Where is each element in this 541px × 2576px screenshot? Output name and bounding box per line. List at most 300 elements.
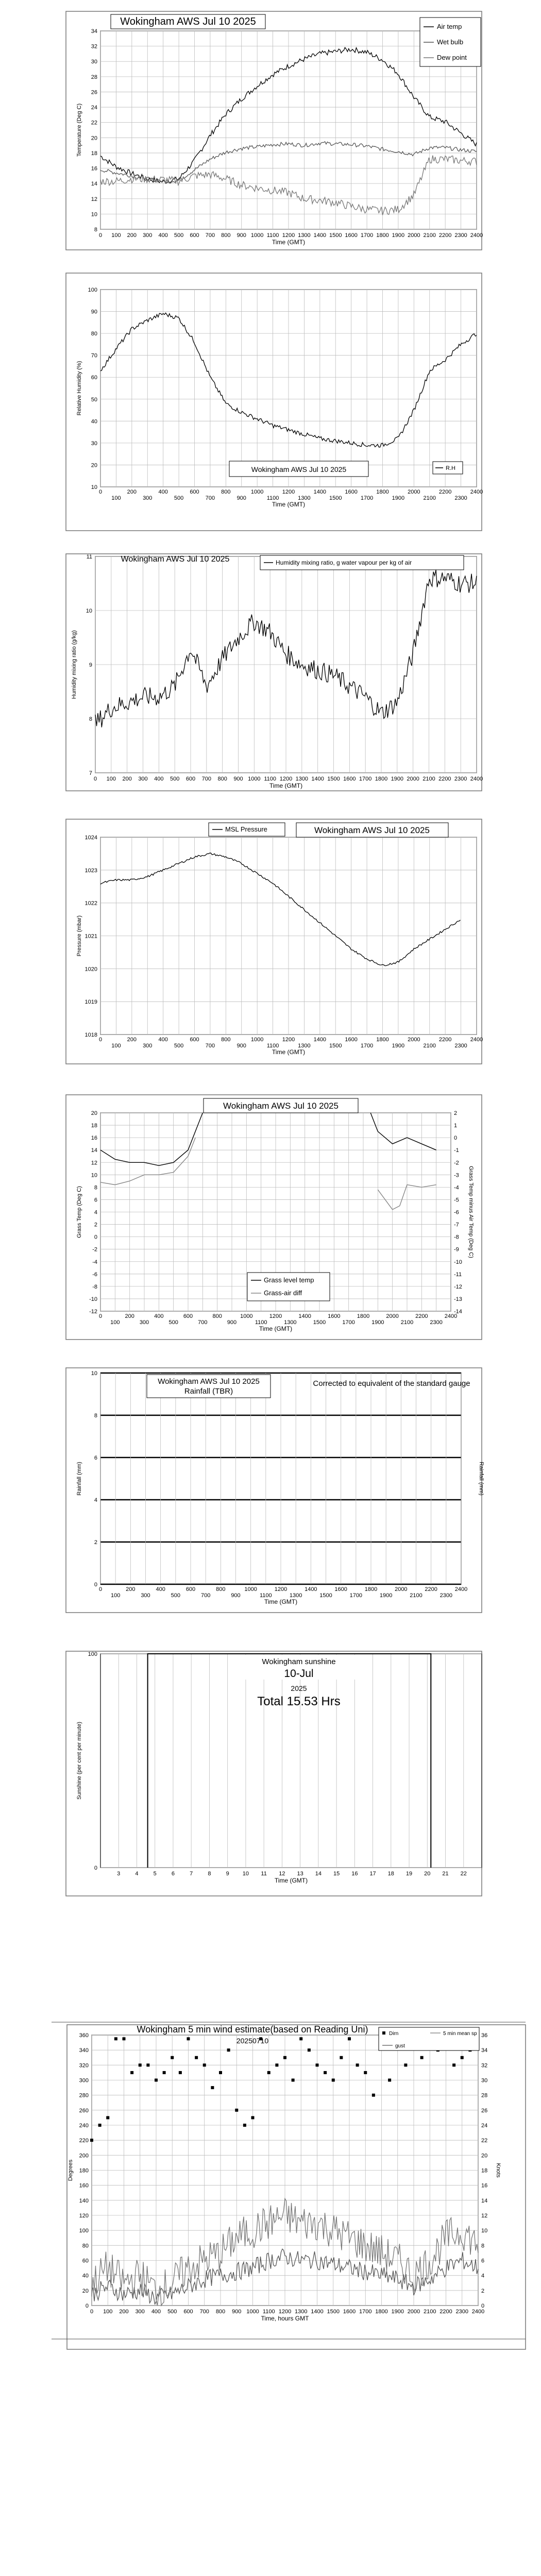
x-tick-label-top: 600 — [190, 1037, 199, 1043]
chart-7 — [66, 1651, 482, 1896]
y-tick-label: 9 — [89, 662, 92, 668]
x-tick-label: 1100 — [262, 2309, 275, 2315]
legend-label: Wet bulb — [437, 38, 464, 46]
x-tick-label: 300 — [143, 232, 153, 239]
y2-tick-label: 36 — [481, 2032, 488, 2039]
wind-direction-point — [348, 2037, 351, 2040]
chart-5 — [66, 1095, 482, 1340]
x-tick-label-top: 1000 — [240, 1313, 253, 1319]
x-tick-label: 400 — [154, 776, 164, 782]
y-tick-label: 180 — [79, 2167, 89, 2174]
wind-direction-point — [404, 2063, 407, 2066]
x-tick-label: 200 — [127, 232, 137, 239]
x-tick-label: 20 — [424, 1871, 431, 1877]
x-tick-label: 900 — [232, 2309, 242, 2315]
y2-tick-label: -9 — [454, 1246, 459, 1253]
legend-label: Grass level temp — [264, 1276, 314, 1284]
x-tick-label: 2400 — [470, 776, 483, 782]
x-tick-label: 2200 — [439, 2309, 452, 2315]
y-tick-label: 6 — [94, 1197, 97, 1204]
x-tick-label-bottom: 1100 — [255, 1319, 267, 1326]
wind-direction-point — [146, 2063, 149, 2066]
x-tick-label: 21 — [442, 1871, 449, 1877]
x-tick-label-top: 400 — [158, 489, 168, 495]
x-axis-label: Time, hours GMT — [261, 2315, 309, 2322]
x-tick-label: 1500 — [329, 232, 342, 239]
chart-subtitle: Rainfall (TBR) — [184, 1387, 233, 1396]
chart-8 — [52, 2022, 526, 2349]
x-tick-label-top: 800 — [221, 1037, 231, 1043]
x-tick-label: 2300 — [454, 776, 467, 782]
x-tick-label-top: 1000 — [250, 489, 264, 495]
wind-direction-point — [195, 2056, 198, 2059]
wind-direction-point — [388, 2079, 391, 2082]
x-tick-label-top: 1000 — [244, 1586, 257, 1592]
x-axis-label: Time (GMT) — [274, 1877, 308, 1884]
y2-tick-label: 34 — [481, 2047, 488, 2054]
y2-tick-label: 10 — [481, 2228, 488, 2234]
x-tick-label: 3 — [117, 1871, 121, 1877]
y-tick-label: 10 — [86, 608, 92, 614]
x-tick-label: 1900 — [391, 2309, 404, 2315]
y2-axis-label: Knots — [495, 2163, 501, 2178]
x-tick-label: 900 — [236, 232, 246, 239]
x-tick-label-bottom: 1500 — [329, 1043, 342, 1049]
chart-1 — [66, 11, 483, 250]
y-tick-label: 22 — [91, 120, 97, 126]
x-tick-label: 19 — [405, 1871, 413, 1877]
x-tick-label: 1200 — [278, 2309, 292, 2315]
x-tick-label: 1800 — [376, 232, 389, 239]
y2-tick-label: 16 — [481, 2182, 488, 2189]
y-tick-label: 1020 — [84, 966, 97, 973]
x-tick-label-top: 2400 — [470, 489, 483, 495]
x-tick-label: 1600 — [345, 232, 358, 239]
y2-tick-label: 8 — [481, 2243, 485, 2249]
chart-year: 2025 — [291, 1684, 307, 1692]
y2-tick-label: -3 — [454, 1172, 459, 1179]
x-tick-label-top: 0 — [98, 1037, 103, 1043]
x-tick-label: 600 — [183, 2309, 193, 2315]
x-tick-label: 1000 — [246, 2309, 259, 2315]
x-tick-label-top: 2400 — [470, 1037, 483, 1043]
wind-direction-point — [283, 2056, 286, 2059]
x-tick-label: 10 — [242, 1871, 249, 1877]
x-tick-label: 1200 — [282, 232, 295, 239]
legend-swatch — [382, 2031, 385, 2035]
x-tick-label: 700 — [199, 2309, 209, 2315]
x-tick-label: 1000 — [250, 232, 264, 239]
x-tick-label-top: 1800 — [376, 1037, 389, 1043]
wind-direction-point — [227, 2048, 230, 2052]
x-tick-label-bottom: 100 — [111, 495, 121, 501]
x-tick-label-bottom: 900 — [231, 1592, 241, 1599]
x-tick-label-bottom: 2300 — [430, 1319, 443, 1326]
y-tick-label: 11 — [86, 554, 92, 560]
x-tick-label: 2000 — [408, 232, 420, 239]
x-tick-label-top: 1000 — [250, 1037, 264, 1043]
y2-tick-label: -8 — [454, 1234, 459, 1241]
x-tick-label: 1900 — [391, 776, 404, 782]
x-tick-label-top: 2000 — [395, 1586, 408, 1592]
y-tick-label: 4 — [94, 1209, 97, 1216]
y-tick-label: 320 — [79, 2062, 89, 2069]
y-tick-label: 6 — [94, 1455, 97, 1461]
x-tick-label: 1800 — [375, 2309, 388, 2315]
x-tick-label: 2300 — [454, 232, 467, 239]
legend-label: Dew point — [437, 54, 467, 61]
x-tick-label: 200 — [119, 2309, 129, 2315]
x-tick-label: 300 — [135, 2309, 145, 2315]
y-tick-label: 8 — [94, 1184, 97, 1191]
legend-label: Humidity mixing ratio, g water vapour per kg of air — [276, 559, 412, 566]
wind-direction-point — [420, 2056, 424, 2059]
x-tick-label-bottom: 1900 — [371, 1319, 384, 1326]
x-tick-label: 0 — [98, 232, 103, 239]
x-tick-label-bottom: 1700 — [349, 1592, 363, 1599]
y-tick-label: 120 — [79, 2213, 89, 2219]
y-tick-label: 12 — [91, 196, 97, 202]
y-tick-label: 18 — [91, 150, 97, 157]
x-tick-label-top: 1600 — [345, 1037, 358, 1043]
y-tick-label: 240 — [79, 2123, 89, 2129]
wind-direction-point — [106, 2116, 109, 2119]
x-tick-label-bottom: 300 — [139, 1319, 149, 1326]
wind-direction-point — [98, 2124, 102, 2127]
y-axis-label: Pressure (mbar) — [76, 915, 82, 957]
y-tick-label: 340 — [79, 2047, 89, 2054]
x-tick-label-top: 1400 — [313, 1037, 327, 1043]
wind-direction-point — [130, 2071, 133, 2074]
charts-root — [52, 11, 526, 2349]
x-tick-label: 800 — [215, 2309, 226, 2315]
wind-direction-point — [308, 2048, 311, 2052]
y2-tick-label: 6 — [481, 2258, 485, 2264]
x-tick-label: 1700 — [359, 776, 372, 782]
y-tick-label: 360 — [79, 2032, 89, 2039]
x-tick-label-bottom: 1500 — [313, 1319, 326, 1326]
y-tick-label: -8 — [92, 1283, 97, 1290]
x-tick-label: 12 — [279, 1871, 285, 1877]
y-tick-label: 8 — [94, 227, 97, 233]
y2-tick-label: 0 — [481, 2303, 485, 2309]
wind-direction-point — [356, 2063, 359, 2066]
chart-title: Wokingham AWS Jul 10 2025 — [120, 16, 256, 27]
x-tick-label-bottom: 700 — [198, 1319, 208, 1326]
x-tick-label-top: 1200 — [282, 1037, 295, 1043]
y-tick-label: 14 — [91, 181, 97, 188]
x-tick-label-bottom: 2300 — [439, 1592, 453, 1599]
x-tick-label-bottom: 2100 — [423, 495, 436, 501]
y-tick-label: 60 — [82, 2258, 89, 2264]
x-tick-label: 1400 — [313, 232, 327, 239]
x-tick-label-bottom: 700 — [205, 495, 215, 501]
y-tick-label: 90 — [91, 309, 97, 315]
x-tick-label: 1600 — [343, 776, 356, 782]
x-tick-label-bottom: 900 — [227, 1319, 237, 1326]
y2-tick-label: -7 — [454, 1222, 459, 1228]
x-tick-label: 2000 — [407, 2309, 420, 2315]
y-tick-label: 70 — [91, 352, 97, 359]
wind-direction-point — [114, 2037, 117, 2040]
x-tick-label-bottom: 1900 — [379, 1592, 393, 1599]
x-tick-label: 11 — [261, 1871, 267, 1877]
y-tick-label: 1023 — [84, 867, 97, 874]
x-tick-label: 1300 — [298, 232, 311, 239]
y2-tick-label: 14 — [481, 2197, 488, 2204]
x-tick-label-bottom: 300 — [143, 1043, 153, 1049]
x-tick-label-bottom: 2300 — [454, 495, 467, 501]
legend-label: gust — [395, 2043, 405, 2049]
wind-direction-point — [139, 2063, 142, 2066]
y-axis-label: Temperature (Deg C) — [76, 103, 82, 157]
wind-direction-point — [187, 2037, 190, 2040]
wind-direction-point — [251, 2116, 255, 2119]
x-tick-label: 1500 — [327, 776, 340, 782]
y2-tick-label: 28 — [481, 2092, 488, 2099]
x-tick-label-top: 400 — [158, 1037, 168, 1043]
y-tick-label: 200 — [79, 2153, 89, 2159]
wind-direction-point — [452, 2063, 455, 2066]
wind-direction-point — [123, 2037, 126, 2040]
x-tick-label: 15 — [333, 1871, 340, 1877]
y-tick-label: 8 — [94, 1413, 97, 1419]
x-tick-label-bottom: 900 — [236, 1043, 246, 1049]
y-tick-label: 1021 — [84, 933, 97, 940]
y-tick-label: 300 — [79, 2077, 89, 2084]
x-tick-label: 2200 — [438, 776, 451, 782]
x-tick-label: 1100 — [264, 776, 276, 782]
y-tick-label: 2 — [94, 1222, 97, 1228]
x-tick-label-top: 0 — [98, 1313, 103, 1319]
legend-label: MSL Pressure — [225, 825, 267, 833]
x-tick-label-bottom: 500 — [174, 1043, 184, 1049]
y-tick-label: 0 — [94, 1865, 97, 1871]
y-tick-label: 20 — [91, 135, 97, 142]
x-tick-label-bottom: 1300 — [298, 495, 311, 501]
y-tick-label: 280 — [79, 2092, 89, 2099]
x-tick-label-top: 1400 — [298, 1313, 311, 1319]
y-tick-label: 16 — [91, 1135, 97, 1142]
y-tick-label: 2 — [94, 1539, 97, 1546]
y-tick-label: 18 — [91, 1123, 97, 1129]
legend-label: Air temp — [437, 23, 462, 30]
x-tick-label-bottom: 300 — [141, 1592, 150, 1599]
x-tick-label: 1800 — [375, 776, 388, 782]
y-axis-label: Humidity mixing ratio (g/kg) — [71, 630, 77, 699]
y2-tick-label: -5 — [454, 1197, 459, 1204]
y-tick-label: 10 — [91, 211, 97, 218]
y2-axis-label: Rainfall (mm) — [478, 1462, 484, 1496]
y2-tick-label: 22 — [481, 2138, 488, 2144]
y2-tick-label: 26 — [481, 2107, 488, 2114]
wind-direction-point — [292, 2079, 295, 2082]
x-tick-label-top: 2000 — [408, 1037, 420, 1043]
x-tick-label: 900 — [233, 776, 243, 782]
wind-direction-point — [461, 2056, 464, 2059]
wind-direction-point — [275, 2063, 278, 2066]
x-axis-label: Time (GMT) — [272, 239, 306, 246]
x-tick-label-top: 1200 — [274, 1586, 288, 1592]
y-tick-label: 0 — [85, 2303, 89, 2309]
x-tick-label: 17 — [369, 1871, 376, 1877]
wind-direction-point — [219, 2071, 222, 2074]
x-tick-label: 16 — [351, 1871, 358, 1877]
y2-tick-label: -12 — [454, 1283, 462, 1290]
x-tick-label: 4 — [135, 1871, 139, 1877]
x-tick-label: 400 — [151, 2309, 161, 2315]
x-tick-label-bottom: 700 — [200, 1592, 211, 1599]
chart-date: 10-Jul — [284, 1668, 314, 1680]
x-tick-label: 600 — [190, 232, 199, 239]
chart-title: Wokingham sunshine — [262, 1657, 336, 1666]
x-tick-label: 2200 — [438, 232, 452, 239]
x-tick-label-bottom: 100 — [110, 1592, 121, 1599]
x-tick-label-top: 600 — [183, 1313, 193, 1319]
x-tick-label-bottom: 1300 — [289, 1592, 302, 1599]
y2-tick-label: -2 — [454, 1160, 459, 1166]
y2-tick-label: 20 — [481, 2153, 488, 2159]
chart-title: Wokingham AWS Jul 10 2025 — [158, 1377, 260, 1386]
x-tick-label-bottom: 1300 — [284, 1319, 297, 1326]
x-tick-label: 0 — [93, 776, 97, 782]
wind-direction-point — [163, 2071, 166, 2074]
y-tick-label: 10 — [91, 484, 97, 490]
x-tick-label-top: 600 — [185, 1586, 196, 1592]
x-tick-label: 500 — [170, 776, 180, 782]
y-tick-label: 20 — [91, 1110, 97, 1116]
x-tick-label: 1000 — [248, 776, 261, 782]
x-tick-label: 5 — [153, 1871, 157, 1877]
y-axis-label: Degrees — [67, 2159, 74, 2181]
x-tick-label: 200 — [122, 776, 132, 782]
x-tick-label: 2400 — [471, 2309, 485, 2315]
x-tick-label-bottom: 500 — [174, 495, 184, 501]
y-tick-label: 30 — [91, 59, 97, 65]
x-tick-label-top: 0 — [98, 1586, 103, 1592]
x-tick-label-top: 2200 — [415, 1313, 428, 1319]
wind-direction-point — [316, 2063, 319, 2066]
x-tick-label-top: 1200 — [282, 489, 295, 495]
y2-tick-label: 0 — [454, 1135, 458, 1142]
x-tick-label-bottom: 1500 — [329, 495, 342, 501]
x-tick-label-top: 1400 — [313, 489, 327, 495]
y-tick-label: -4 — [92, 1259, 97, 1265]
x-tick-label-top: 1200 — [269, 1313, 282, 1319]
x-tick-label: 18 — [387, 1871, 394, 1877]
y2-tick-label: -10 — [454, 1259, 462, 1265]
x-tick-label: 700 — [201, 776, 212, 782]
chart-title: Wokingham AWS Jul 10 2025 — [251, 465, 347, 473]
x-tick-label-bottom: 500 — [168, 1319, 178, 1326]
x-tick-label-bottom: 2100 — [410, 1592, 422, 1599]
y-axis-label: Relative Humidity (%) — [76, 361, 82, 416]
chart-title: Wokingham 5 min wind estimate(based on Reading Uni) — [137, 2024, 368, 2035]
x-tick-label: 1900 — [392, 232, 405, 239]
x-tick-label-bottom: 1100 — [266, 495, 279, 501]
x-tick-label: 800 — [217, 776, 227, 782]
x-tick-label: 9 — [226, 1871, 229, 1877]
y2-tick-label: 4 — [481, 2273, 485, 2279]
wind-direction-point — [324, 2071, 327, 2074]
y-tick-label: 10 — [91, 1370, 97, 1377]
x-tick-label-bottom: 1900 — [392, 495, 405, 501]
y2-axis-label: Grass Temp minus Air Temp (Deg C) — [468, 1166, 474, 1258]
wind-direction-point — [372, 2094, 375, 2097]
x-tick-label-top: 200 — [125, 1313, 134, 1319]
x-tick-label-bottom: 100 — [110, 1319, 120, 1326]
y-tick-label: 30 — [91, 440, 97, 447]
x-tick-label: 7 — [190, 1871, 193, 1877]
legend-label: Dirn — [389, 2031, 399, 2037]
wind-direction-point — [340, 2056, 343, 2059]
y-tick-label: 28 — [91, 74, 97, 80]
y-tick-label: 140 — [79, 2197, 89, 2204]
chart-4 — [66, 819, 483, 1064]
x-tick-label-top: 2200 — [438, 1037, 452, 1043]
x-tick-label: 2400 — [470, 232, 483, 239]
wind-direction-point — [155, 2079, 158, 2082]
chart-6 — [66, 1368, 484, 1613]
x-tick-label-top: 800 — [212, 1313, 222, 1319]
wind-direction-point — [364, 2071, 367, 2074]
x-tick-label-top: 2400 — [444, 1313, 458, 1319]
x-tick-label-top: 200 — [127, 489, 137, 495]
y-tick-label: 34 — [91, 28, 97, 35]
x-tick-label: 2300 — [455, 2309, 468, 2315]
y-tick-label: 10 — [91, 1172, 97, 1179]
x-tick-label: 1700 — [359, 2309, 372, 2315]
x-tick-label-bottom: 2300 — [454, 1043, 467, 1049]
x-tick-label-top: 1600 — [345, 489, 358, 495]
x-tick-label-top: 1400 — [305, 1586, 317, 1592]
y-tick-label: 100 — [88, 287, 97, 293]
y-tick-label: 32 — [91, 43, 97, 50]
x-tick-label: 100 — [106, 776, 116, 782]
wind-direction-point — [243, 2124, 246, 2127]
y2-tick-label: 2 — [454, 1110, 458, 1116]
x-tick-label: 22 — [460, 1871, 467, 1877]
y-tick-label: 260 — [79, 2107, 89, 2114]
x-tick-label: 100 — [103, 2309, 113, 2315]
x-tick-label: 1500 — [327, 2309, 340, 2315]
wind-direction-point — [90, 2139, 93, 2142]
wind-direction-point — [211, 2086, 214, 2089]
x-tick-label-bottom: 1100 — [266, 1043, 279, 1049]
x-tick-label: 300 — [138, 776, 148, 782]
y-tick-label: 16 — [91, 165, 97, 172]
y2-tick-label: -13 — [454, 1296, 462, 1302]
x-tick-label-top: 400 — [154, 1313, 164, 1319]
y-tick-label: -12 — [89, 1309, 97, 1315]
x-tick-label-top: 600 — [190, 489, 199, 495]
x-tick-label-bottom: 700 — [205, 1043, 215, 1049]
x-tick-label-bottom: 900 — [236, 495, 246, 501]
y-axis-label: Grass Temp (Deg C) — [76, 1186, 82, 1238]
x-tick-label-top: 200 — [127, 1037, 137, 1043]
y-tick-label: 100 — [88, 1651, 97, 1657]
x-tick-label: 800 — [221, 232, 231, 239]
x-tick-label-top: 200 — [126, 1586, 136, 1592]
x-tick-label: 700 — [205, 232, 215, 239]
legend-label: R.H — [446, 465, 455, 471]
x-tick-label: 1600 — [343, 2309, 356, 2315]
y2-tick-label: -4 — [454, 1184, 459, 1191]
y-tick-label: 7 — [89, 770, 92, 776]
x-tick-label: 1300 — [295, 776, 309, 782]
x-tick-label: 1300 — [295, 2309, 308, 2315]
y-axis-label: Rainfall (mm) — [76, 1462, 82, 1496]
